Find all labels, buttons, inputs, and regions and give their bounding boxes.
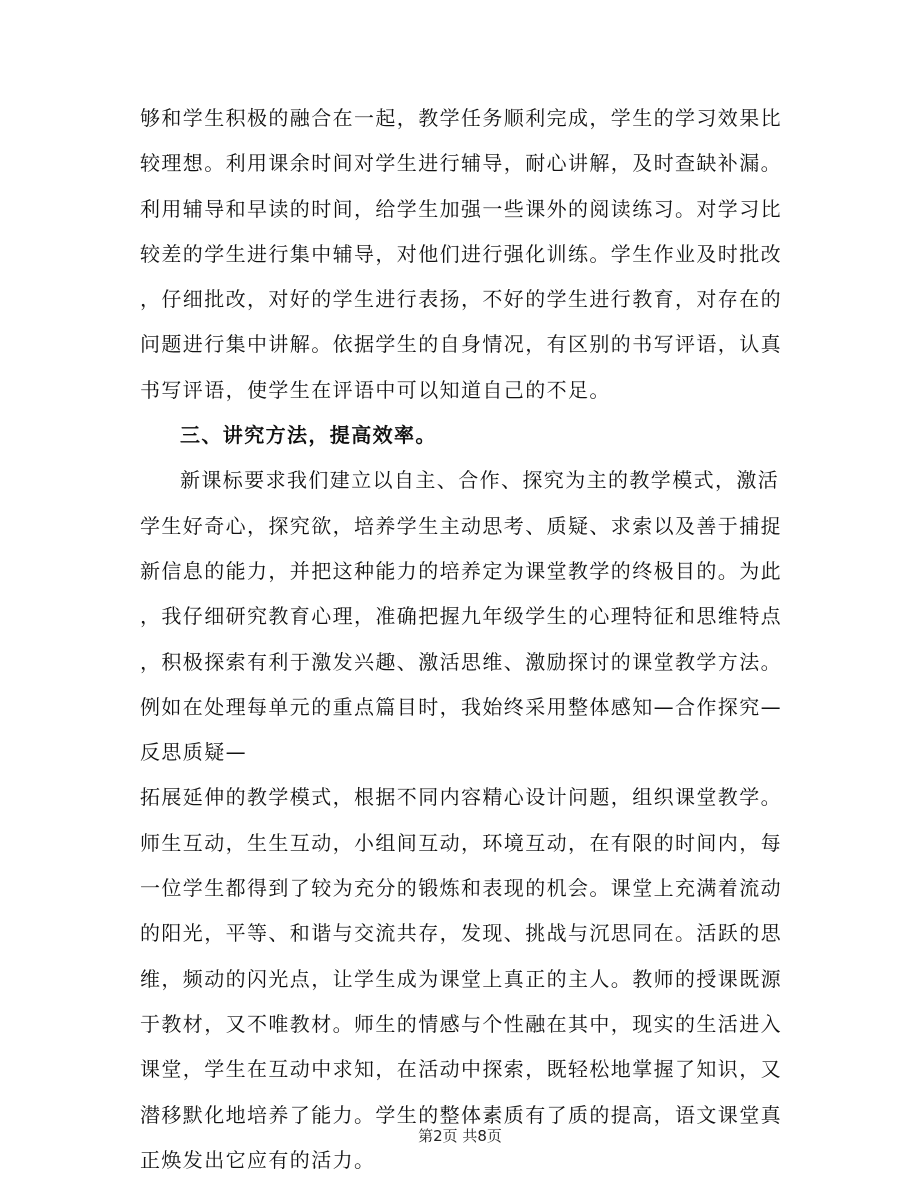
page-number-footer: 第2页 共8页 (418, 1127, 502, 1145)
text-line-10: 学生好奇心，探究欲，培养学生主动思考、质疑、求索以及善于捕捉 (140, 513, 782, 538)
text-line-14: 例如在处理每单元的重点篇目时，我始终采用整体感知—合作探究— (140, 694, 782, 719)
document-body (140, 96, 790, 1183)
text-line-11: 新信息的能力，并把这种能力的培养定为课堂教学的终极目的。为此 (140, 558, 782, 583)
text-line-18: 一位学生都得到了较为充分的锻炼和表现的机会。课堂上充满着流动 (140, 876, 782, 901)
text-line-12: ，我仔细研究教育心理，准确把握九年级学生的心理特征和思维特点 (140, 604, 782, 629)
text-line-4: 较差的学生进行集中辅导，对他们进行强化训练。学生作业及时批改 (140, 241, 782, 266)
text-line-17: 师生互动，生生互动，小组间互动，环境互动，在有限的时间内，每 (140, 830, 782, 855)
text-line-15: 反思质疑— (140, 740, 247, 765)
text-line-24: 正焕发出它应有的活力。 (140, 1147, 376, 1172)
text-line-7: 书写评语，使学生在评语中可以知道自己的不足。 (140, 377, 611, 402)
text-line-1: 够和学生积极的融合在一起，教学任务顺利完成，学生的学习效果比 (140, 106, 782, 130)
text-line-6: 问题进行集中讲解。依据学生的自身情况，有区别的书写评语，认真 (140, 332, 782, 357)
text-line-20: 维，频动的闪光点，让学生成为课堂上真正的主人。教师的授课既源 (140, 966, 782, 991)
text-line-16: 拓展延伸的教学模式，根据不同内容精心设计问题，组织课堂教学。 (140, 785, 782, 810)
text-line-5: ，仔细批改，对好的学生进行表扬，不好的学生进行教育，对存在的 (140, 287, 782, 312)
text-line-3: 利用辅导和早读的时间，给学生加强一些课外的阅读练习。对学习比 (140, 196, 782, 221)
text-line-23: 潜移默化地培养了能力。学生的整体素质有了质的提高，语文课堂真 (140, 1102, 782, 1127)
text-line-22: 课堂，学生在互动中求知，在活动中探索，既轻松地掌握了知识，又 (140, 1057, 782, 1082)
section-heading: 三、讲究方法，提高效率。 (180, 423, 437, 448)
text-line-13: ，积极探索有利于激发兴趣、激活思维、激励探讨的课堂教学方法。 (140, 649, 782, 674)
text-line-2: 较理想。利用课余时间对学生进行辅导，耐心讲解，及时查缺补漏。 (140, 151, 782, 176)
text-line-19: 的阳光，平等、和谐与交流共存，发现、挑战与沉思同在。活跃的思 (140, 921, 782, 946)
text-line-9: 新课标要求我们建立以自主、合作、探究为主的教学模式，激活 (180, 468, 780, 493)
text-line-21: 于教材，又不唯教材。师生的情感与个性融在其中，现实的生活进入 (140, 1011, 782, 1036)
